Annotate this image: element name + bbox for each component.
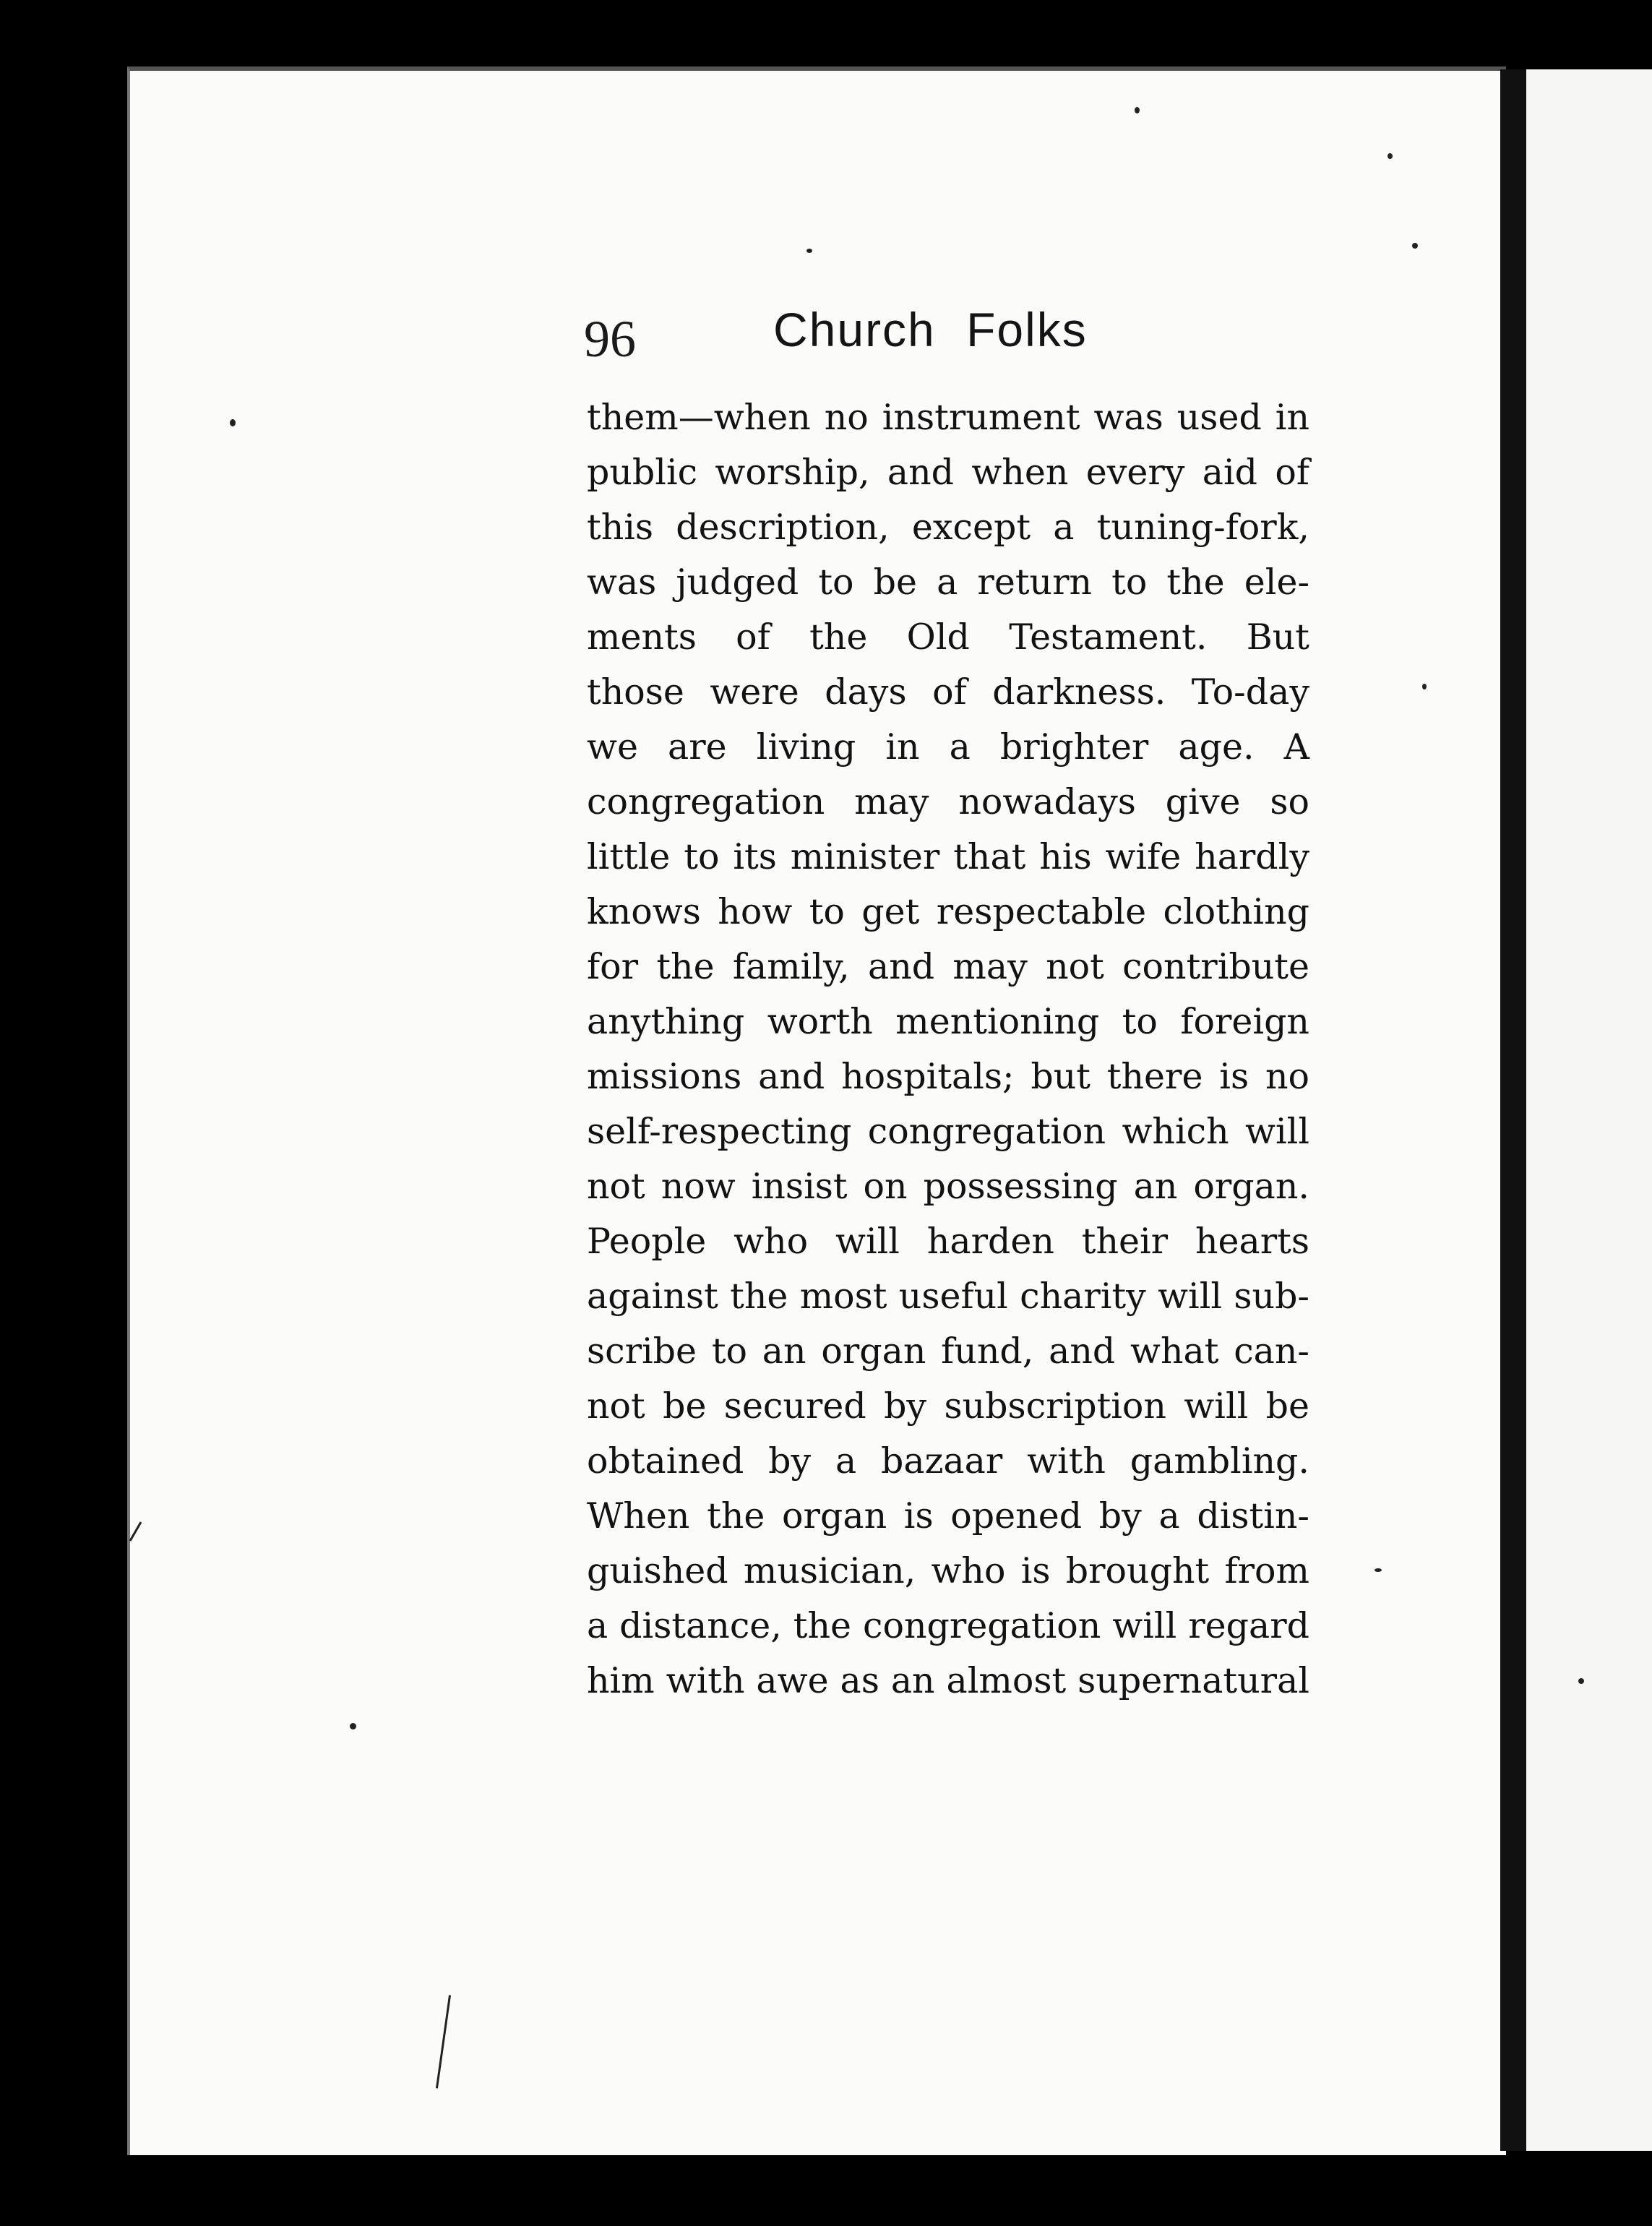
text-line: against the most useful charity will sub- (587, 1276, 1309, 1317)
text-line: them—when no instrument was used in (587, 397, 1309, 438)
text-line: People who will harden their hearts (587, 1221, 1309, 1262)
text-line: not be secured by subscription will be (587, 1385, 1309, 1427)
scan-speck (1422, 684, 1427, 689)
text-line: self-respecting congregation which will (587, 1111, 1309, 1152)
text-line: When the organ is opened by a distin- (587, 1495, 1309, 1537)
text-line: anything worth mentioning to foreign (587, 1001, 1309, 1042)
text-line: was judged to be a return to the ele- (587, 562, 1309, 603)
scan-speck (1135, 107, 1140, 113)
scan-speck (1412, 243, 1418, 249)
text-line: for the family, and may not contribute (587, 946, 1309, 987)
text-line: congregation may nowadays give so (587, 781, 1309, 822)
scan-speck (1374, 1568, 1382, 1572)
running-title: Church Folks (773, 303, 1088, 356)
body-paragraph (587, 390, 1309, 1709)
text-line: him with awe as an almost supernatural (587, 1660, 1309, 1701)
text-line: ments of the Old Testament. But (587, 616, 1309, 658)
scan-speck (1578, 1678, 1584, 1684)
scan-speck (806, 249, 812, 253)
text-line: we are living in a brighter age. A (587, 726, 1309, 768)
scan-speck (230, 419, 236, 426)
text-line: this description, except a tuning-fork, (587, 507, 1309, 548)
adjacent-page-edge (1526, 69, 1652, 2151)
page-number: 96 (584, 310, 636, 368)
text-line: guished musician, who is brought from (587, 1550, 1309, 1591)
text-line: obtained by a bazaar with gambling. (587, 1440, 1309, 1482)
page-gutter-shadow (1500, 69, 1526, 2151)
text-line: those were days of darkness. To-day (587, 671, 1309, 713)
text-line: knows how to get respectable clothing (587, 891, 1309, 932)
page-header (584, 295, 1234, 374)
scan-speck (350, 1723, 356, 1729)
text-line: public worship, and when every aid of (587, 452, 1309, 493)
text-line: missions and hospitals; but there is no (587, 1056, 1309, 1097)
text-line: a distance, the congregation will regard (587, 1605, 1309, 1646)
text-line: little to its minister that his wife hardly (587, 836, 1309, 877)
text-line: not now insist on possessing an organ. (587, 1166, 1309, 1207)
text-line: scribe to an organ fund, and what can- (587, 1331, 1309, 1372)
scan-speck (1388, 153, 1393, 159)
